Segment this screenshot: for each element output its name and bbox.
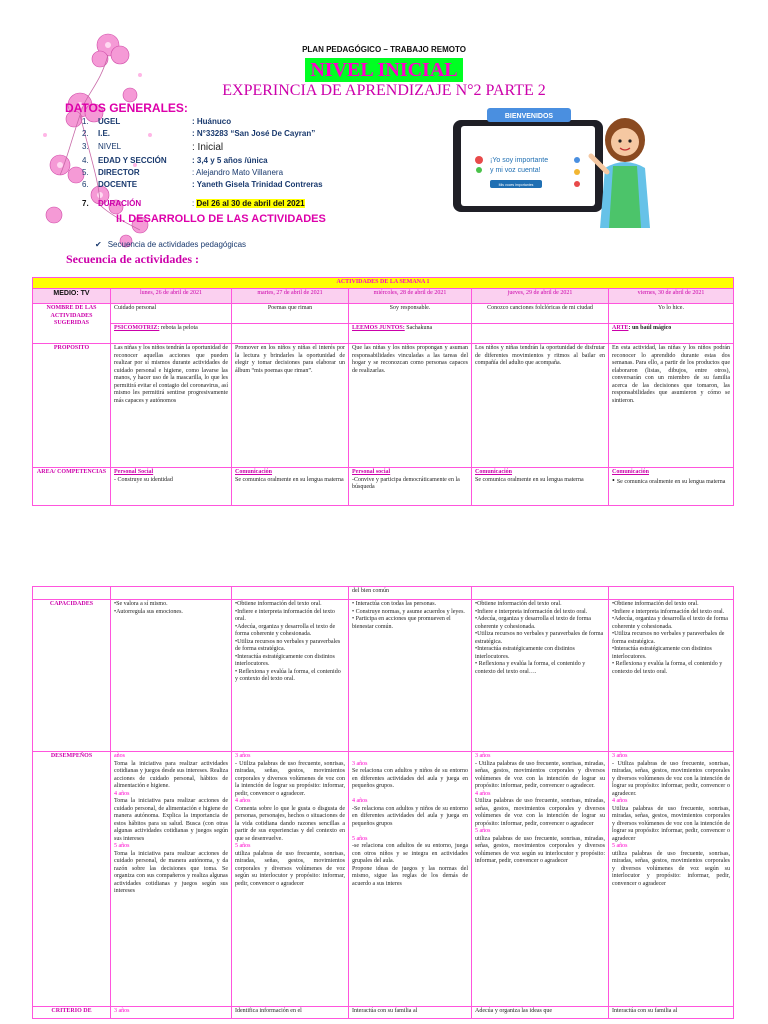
sub-wednesday: LEEMOS JUNTOS: Sachakuna: [349, 324, 472, 344]
proposito-thursday: Los niños y niñas tendrán la oportunidad de disfrutar de diferentes movimientos y ritmos al bailar en compañía del adulto que acompaña.: [472, 344, 609, 468]
criterio-thursday: Adecúa y organiza las ideas que: [472, 1007, 609, 1019]
area-wednesday: Personal social -Convive y participa democráticamente en la búsqueda: [349, 468, 472, 506]
nivel-title: NIVEL INICIAL: [305, 58, 463, 82]
criterio-wednesday: Interactúa con su familia al: [349, 1007, 472, 1019]
continuation-text: del bien común: [349, 587, 472, 600]
bullet-icon: •: [612, 475, 615, 485]
area-row: [33, 468, 734, 506]
desempenos-thursday: 3 años - Utiliza palabras de uso frecuente, sonrisas, miradas, señas, gestos, movimientos corporales y diversos volúmenes de voz con la intención de lograr su propósito: informar, pedir, convencer o agradecer. 4 años Utiliza palabras de uso frecuente, sonrisas, miradas, señas, gestos, movimientos corporales y diversos volúmenes de voz con la intención de lograr su propósito: informar, pedir, convencer o agradecer 5 años utiliza palabras de uso frecuente, sonrisas, miradas, señas, gestos, movimientos corporales y diversos volúmenes de voz según su interlocutor y propósito: informar, pedir, convencer o agradecer: [472, 752, 609, 1007]
capacidades-thursday: •Obtiene información del texto oral. •Infiere e interpreta información del texto oral. •Adecúa, organiza y desarrolla el texto de forma coherente y cohesionada. •Utiliza recursos no verbales y paraverbales de forma estratégica. •Interactúa estratégicamente con distintos interlocutores. • Reflexiona y evalúa la forma, el contenido y contexto del texto oral….: [472, 600, 609, 752]
proposito-friday: En esta actividad, las niñas y los niños podrán reconocer lo aprendido durante estas dos semanas. Para ello, a partir de los productos que elaboraron (listas, dibujos, entre otros), conversarán con un miembro de su familia acerca de las decisiones que tomaron, las responsabilidades que asumieron y cómo se sintieron.: [609, 344, 734, 468]
capacidades-tuesday: •Obtiene información del texto oral. •Infiere e interpreta información del texto oral. •Adecúa, organiza y desarrolla el texto de forma coherente y cohesionada. •Utiliza recursos no verbales y paraverbales de forma estratégica. •Interactúa estratégicamente con distintos interlocutores. • Reflexiona y evalúa la forma, el contenido y contexto del texto oral.: [232, 600, 349, 752]
nombre-thursday: Conozco canciones folclóricas de mi ciudad: [472, 304, 609, 324]
tablet-illustration: [445, 100, 660, 228]
checkmark-icon: ✔: [95, 240, 102, 249]
capacidades-wednesday: • Interactúa con todas las personas. • Construye normas, y asume acuerdos y leyes. • Participa en acciones que promueven el bienestar común.: [349, 600, 472, 752]
area-friday: Comunicación • Se comunica oralmente en su lengua materna: [609, 468, 734, 506]
proposito-row: [33, 344, 734, 468]
nombre-monday: Cuidado personal: [111, 304, 232, 324]
bienvenidos-banner: BIENVENIDOS: [504, 113, 554, 120]
capacidades-friday: •Obtiene información del texto oral. •Infiere e interpreta información del texto oral. •Adecúa, organiza y desarrolla el texto de forma coherente y cohesionada. •Utiliza recursos no verbales y paraverbales de forma estratégica. •Interactúa estratégicamente con distintos interlocutores. • Reflexiona y evalúa la forma, el contenido y contexto del texto oral.: [609, 600, 734, 752]
proposito-monday: Las niñas y los niños tendrán la oportunidad de reconocer aquellas acciones que pueden realizar por sí mismos durante actividades de cuidado personal e higiene, como lavarse las manos, y hacer uso de la mascarilla, lo que les permitirá evitar el contagio del coronavirus, así mismo les permitirá sentirse progresivamente más capaces y autónomos: [111, 344, 232, 468]
datos-generales-title: DATOS GENERALES:: [65, 101, 188, 115]
day-tuesday: martes, 27 de abril de 2021: [232, 289, 349, 304]
sub-activities-row: [33, 324, 734, 344]
nombre-friday: Yo lo hice.: [609, 304, 734, 324]
proposito-wednesday: Que las niñas y los niños propongan y asuman responsabilidades vinculadas a las tareas del hogar y se reconozcan como personas capaces de realizarlas.: [349, 344, 472, 468]
secuencia-actividades-heading: Secuencia de actividades :: [66, 252, 199, 266]
screen-text-1: ¡Yo soy importante: [490, 157, 549, 164]
day-friday: viernes, 30 de abril de 2021: [609, 289, 734, 304]
criterio-row: [33, 1007, 734, 1019]
medio-tv: MEDIO: TV: [33, 289, 111, 304]
sub-thursday: [472, 324, 609, 344]
week-header: ACTIVIDADES DE LA SEMANA 1: [33, 278, 734, 289]
criterio-monday: 3 años: [111, 1007, 232, 1019]
days-row: [33, 289, 734, 304]
capacidades-monday: •Se valora a sí mismo. •Autorregula sus emociones.: [111, 600, 232, 752]
desempenos-row: [33, 752, 734, 1007]
row-label-desempenos: DESEMPEÑOS: [33, 752, 111, 1007]
area-monday: Personal Social - Construye su identidad: [111, 468, 232, 506]
row-label-nombres: NOMBRE DE LAS ACTIVIDADES SUGERIDAS: [33, 304, 111, 344]
row-label-area: AREA/ COMPETENCIAS: [33, 468, 111, 506]
continuation-row: [33, 587, 734, 600]
nombres-row: [33, 304, 734, 324]
sub-tuesday: [232, 324, 349, 344]
area-thursday: Comunicación Se comunica oralmente en su lengua materna: [472, 468, 609, 506]
sub-monday: PSICOMOTRIZ: rebota la pelota: [111, 324, 232, 344]
activities-table-continued: [32, 586, 734, 1019]
desarrollo-heading: II. DESARROLLO DE LAS ACTIVIDADES: [116, 213, 326, 225]
day-monday: lunes, 26 de abril de 2021: [111, 289, 232, 304]
area-tuesday: Comunicación Se comunica oralmente en su lengua materna: [232, 468, 349, 506]
sub-friday: ARTE: un baúl mágico: [609, 324, 734, 344]
proposito-tuesday: Promover en los niños y niñas el interés por la lectura y brindarles la oportunidad de elegir y tomar decisiones para elaborar un álbum “mis poemas que riman”.: [232, 344, 349, 468]
criterio-tuesday: Identifica información en el: [232, 1007, 349, 1019]
day-thursday: jueves, 29 de abril de 2021: [472, 289, 609, 304]
nombre-wednesday: Soy responsable.: [349, 304, 472, 324]
desempenos-friday: 3 años - Utiliza palabras de uso frecuente, sonrisas, miradas, señas, gestos, movimientos corporales y diversos volúmenes de voz con la intención de lograr su propósito: informar, pedir, convencer o agradecer. 4 años Utiliza palabras de uso frecuente, sonrisas, miradas, señas, gestos, movimientos corporales y diversos volúmenes de voz con la intención de lograr su propósito: informar, pedir, convencer o agradecer 5 años utiliza palabras de uso frecuente, sonrisas, miradas, señas, gestos, movimientos corporales y diversos volúmenes de voz según su interlocutor y propósito: informar, pedir, convencer o agradecer: [609, 752, 734, 1007]
desempenos-wednesday: 3 años Se relaciona con adultos y niños de su entorno en diferentes actividades del aula y juega en pequeños grupos. 4 años -Se relaciona con adultos y niños de su entorno en diferentes actividades del aula y juega en pequeños grupos 5 años -se relaciona con adultos de su entorno, juega con otros niños y se integra en actividades grupales del aula. Propone ideas de juegos y las normas del mismo, sigue las reglas de los demás de acuerdo a sus interes: [349, 752, 472, 1007]
screen-text-2: y mi voz cuenta!: [490, 167, 541, 174]
day-wednesday: miércoles, 28 de abril de 2021: [349, 289, 472, 304]
plan-title: PLAN PEDAGÓGICO – TRABAJO REMOTO: [302, 45, 466, 54]
week-header-row: [33, 278, 734, 289]
row-label-proposito: PROPOSITO: [33, 344, 111, 468]
activities-table-week1: [32, 277, 734, 506]
nombre-tuesday: Poemas que riman: [232, 304, 349, 324]
capacidades-row: [33, 600, 734, 752]
criterio-friday: Interactúa con su familia al: [609, 1007, 734, 1019]
row-label-criterio: CRITERIO DE: [33, 1007, 111, 1019]
experiencia-title: EXPERINCIA DE APRENDIZAJE N°2 PARTE 2: [222, 82, 546, 99]
desempenos-tuesday: 3 años - Utiliza palabras de uso frecuente, sonrisas, miradas, señas, gestos, movimientos corporales y diversos volúmenes de voz con la intención de lograr su propósito: informar, pedir, convencer o agradecer. 4 años Comenta sobre lo que le gusta o disgusta de personas, personajes, hechos o situaciones de la vida cotidiana dando razones sencillas a partir de sus experiencias y del contexto en que se desenvuelve. 5 años utiliza palabras de uso frecuente, sonrisas, miradas, señas, gestos, movimientos corporales y diversos volúmenes de voz según su interlocutor y propósito: informar, pedir, convencer o agradecer: [232, 752, 349, 1007]
row-label-capacidades: CAPACIDADES: [33, 600, 111, 752]
screen-button-text: Mis voces importantes: [498, 183, 534, 187]
duracion-value: Del 26 al 30 de abril del 2021: [196, 199, 305, 208]
secuencia-pedagogica: ✔ Secuencia de actividades pedagógicas: [95, 240, 247, 249]
desempenos-monday: años Toma la iniciativa para realizar actividades cotidianas y juegos desde sus intereses. Realiza acciones de cuidado personal, hábitos de alimentación e higiene. 4 años Toma la iniciativa para realizar acciones de cuidado personal, de alimentación e higiene de manera autónoma. Explica la importancia de estos hábitos para su salud. Busca (con otras algunas actividades cotidianas y juegos según sus intereses 5 años Toma la iniciativa para realizar acciones de cuidado personal, de manera autónoma, y da razón sobre las decisiones que toma. Se organiza con sus compañeros y realiza algunas actividades cotidianas y juegos según sus intereses: [111, 752, 232, 1007]
